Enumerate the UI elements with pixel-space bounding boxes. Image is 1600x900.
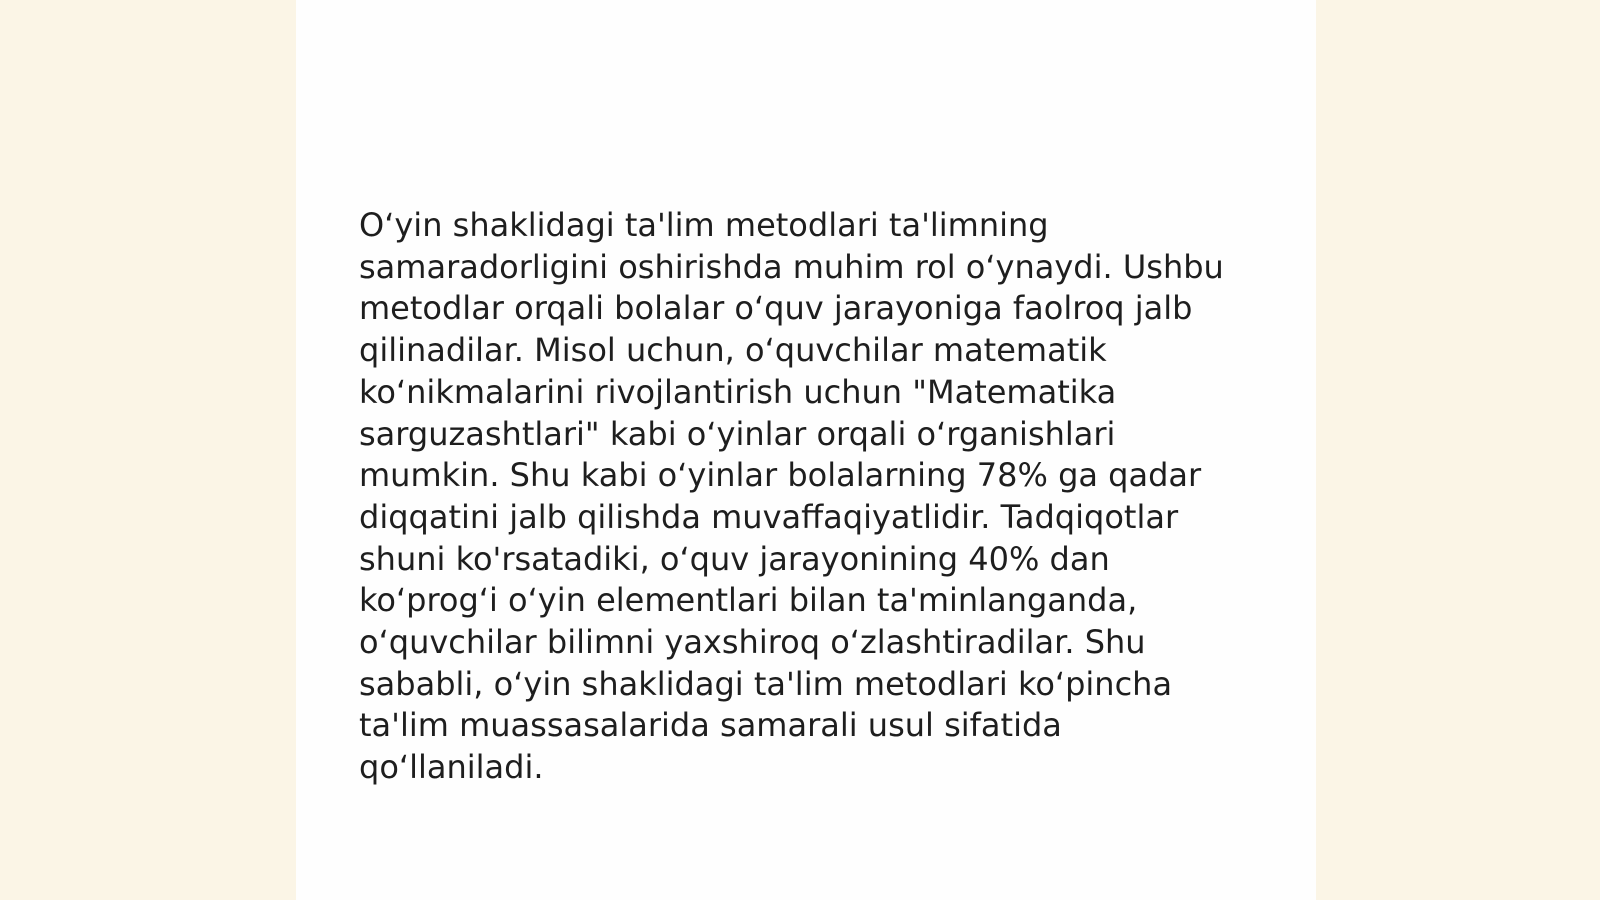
paragraph-line: sababli, o‘yin shaklidagi ta'lim metodlari ko‘pincha (359, 664, 1173, 703)
right-margin-panel (1316, 0, 1600, 900)
paragraph-line: samaradorligini oshirishda muhim rol o‘ynaydi. Ushbu (359, 247, 1224, 286)
paragraph-line: ko‘nikmalarini rivojlantirish uchun "Matematika (359, 372, 1117, 411)
slide-canvas (296, 0, 1316, 900)
paragraph-line: O‘yin shaklidagi ta'lim metodlari ta'limning (359, 206, 1049, 244)
paragraph-line: qilinadilar. Misol uchun, o‘quvchilar matematik (359, 331, 1107, 370)
left-margin-panel (0, 0, 296, 900)
paragraph-line: sarguzashtlari" kabi o‘yinlar orqali o‘rganishlari (359, 414, 1116, 453)
paragraph-line: ta'lim muassasalarida samarali usul sifatida (359, 706, 1062, 745)
paragraph-line: metodlar orqali bolalar o‘quv jarayoniga faolroq jalb (359, 289, 1193, 328)
paragraph-line: mumkin. Shu kabi o‘yinlar bolalarning 78% ga qadar (359, 456, 1202, 495)
paragraph-line: diqqatini jalb qilishda muvaffaqiyatlidir. Tadqiqotlar (359, 497, 1179, 536)
paragraph-line: ko‘prog‘i o‘yin elementlari bilan ta'minlanganda, (359, 581, 1138, 620)
paragraph-line: shuni ko'rsatadiki, o‘quv jarayonining 40% dan (359, 539, 1110, 578)
paragraph-line: o‘quvchilar bilimni yaxshiroq o‘zlashtiradilar. Shu (359, 623, 1146, 662)
slide-body-paragraph (359, 205, 1259, 789)
paragraph-line: qo‘llaniladi. (359, 748, 544, 787)
